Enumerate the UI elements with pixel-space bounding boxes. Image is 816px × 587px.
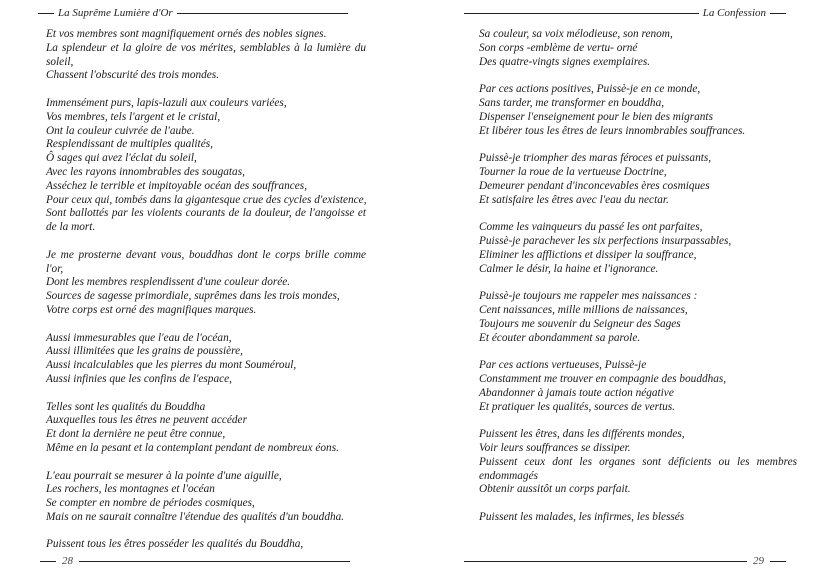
verse-line: Puissent tous les êtres posséder les qualités du Bouddha,	[46, 538, 304, 551]
header-rule-short	[770, 13, 786, 14]
verse-line: Sans tarder, me transformer en bouddha,	[479, 96, 665, 109]
right-running-head	[464, 6, 786, 20]
verse-line: Puissent les malades, les infirmes, les blessés	[479, 510, 685, 523]
verse-line: Les rochers, les montagnes et l'océan	[46, 483, 215, 496]
stanza	[46, 97, 366, 235]
verse-line: Auxquelles tous les êtres ne peuvent accéder	[46, 414, 247, 427]
verse-line: Dispenser l'enseignement pour le bien des migrants	[479, 110, 713, 123]
verse-line: Mais on ne saurait connaître l'étendue des qualités d'un bouddha.	[46, 510, 345, 523]
stanza	[479, 83, 797, 138]
verse-line: Puissè-je parachever les six perfections insurpassables,	[479, 234, 732, 247]
verse-line: Son corps -emblème de vertu- orné	[479, 41, 638, 54]
verse-line: Par ces actions positives, Puissè-je en ce monde,	[479, 83, 701, 96]
verse-line: Même en la pesant et la contemplant pendant de nombreux éons.	[46, 441, 339, 454]
verse-line: Aussi illimitées que les grains de poussière,	[46, 345, 243, 358]
header-rule-short	[38, 13, 54, 14]
right-page	[408, 0, 816, 587]
verse-line: Pour ceux qui, tombés dans la gigantesque crue des cycles d'existence,	[46, 193, 367, 206]
right-page-number: 29	[753, 555, 764, 567]
verse-line: Je me prosterne devant vous, bouddhas dont le corps brille comme l'or,	[46, 248, 366, 275]
left-running-head	[38, 6, 348, 20]
verse-line: Toujours me souvenir du Seigneur des Sages	[479, 317, 681, 330]
header-rule	[177, 13, 348, 14]
verse-line: Se compter en nombre de périodes cosmiques,	[46, 497, 255, 510]
left-body-text	[46, 28, 366, 566]
verse-line: Resplendissant de multiples qualités,	[46, 138, 213, 151]
verse-line: Puissè-je toujours me rappeler mes naissances :	[479, 290, 698, 303]
verse-line: Votre corps est orné des magnifiques marques.	[46, 303, 257, 316]
verse-line: Et dont la dernière ne peut être connue,	[46, 428, 226, 441]
verse-line: Aussi incalculables que les pierres du mont Souméroul,	[46, 359, 297, 372]
stanza	[46, 538, 366, 552]
stanza	[479, 221, 797, 276]
verse-line: Immensément purs, lapis-lazuli aux couleurs variées,	[46, 96, 287, 109]
stanza	[479, 511, 797, 525]
folio-rule-short	[40, 561, 56, 562]
verse-line: Sont ballottés par les violents courants de la douleur, de l'angoisse et de la mort.	[46, 207, 366, 234]
verse-line: Puissent les êtres, dans les différents mondes,	[479, 428, 685, 441]
verse-line: Des quatre-vingts signes exemplaires.	[479, 55, 651, 68]
stanza	[479, 290, 797, 345]
verse-line: Et écouter abondamment sa parole.	[479, 331, 641, 344]
verse-line: Chassent l'obscurité des trois mondes.	[46, 69, 220, 82]
verse-line: Sa couleur, sa voix mélodieuse, son renom,	[479, 28, 673, 40]
verse-line: Eliminer les afflictions et dissiper la souffrance,	[479, 248, 697, 261]
verse-line: Aussi infinies que les confins de l'espace,	[46, 372, 232, 385]
verse-line: Vos membres, tels l'argent et le cristal,	[46, 110, 221, 123]
verse-line: Demeurer pendant d'inconcevables ères cosmiques	[479, 179, 710, 192]
left-folio	[40, 554, 350, 568]
verse-line: Dont les membres resplendissent d'une couleur dorée.	[46, 276, 291, 289]
verse-line: Et libérer tous les êtres de leurs innombrables souffrances.	[479, 124, 746, 137]
verse-line: Aussi immesurables que l'eau de l'océan,	[46, 331, 232, 344]
verse-line: Ô sages qui avez l'éclat du soleil,	[46, 152, 197, 165]
stanza	[46, 28, 366, 83]
right-folio	[464, 554, 786, 568]
verse-line: Puissè-je triompher des maras féroces et puissants,	[479, 152, 712, 165]
verse-line: Tourner la roue de la vertueuse Doctrine,	[479, 165, 667, 178]
verse-line: L'eau pourrait se mesurer à la pointe d'une aiguille,	[46, 469, 282, 482]
right-body-text	[479, 28, 797, 538]
verse-line: Constamment me trouver en compagnie des bouddhas,	[479, 372, 727, 385]
verse-line: Obtenir aussitôt un corps parfait.	[479, 483, 631, 496]
folio-rule	[79, 561, 350, 562]
verse-line: Et pratiquer les qualités, sources de vertus.	[479, 400, 675, 413]
verse-line: Voir leurs souffrances se dissiper.	[479, 441, 631, 454]
verse-line: Ont la couleur cuivrée de l'aube.	[46, 124, 195, 137]
stanza	[46, 249, 366, 318]
verse-line: Sources de sagesse primordiale, suprêmes dans les trois mondes,	[46, 290, 340, 303]
verse-line: Avec les rayons innombrables des sougatas,	[46, 165, 245, 178]
verse-line: Cent naissances, mille millions de naissances,	[479, 303, 688, 316]
stanza	[46, 401, 366, 456]
verse-line: Par ces actions vertueuses, Puissè-je	[479, 359, 647, 372]
folio-rule-short	[770, 561, 786, 562]
stanza	[479, 428, 797, 497]
left-header-title: La Suprême Lumière d'Or	[58, 7, 173, 19]
verse-line: Et vos membres sont magnifiquement ornés des nobles signes.	[46, 28, 327, 40]
verse-line: Asséchez le terrible et impitoyable océan des souffrances,	[46, 179, 308, 192]
verse-line: Comme les vainqueurs du passé les ont parfaites,	[479, 221, 703, 234]
verse-line: La splendeur et la gloire de vos mérites, semblables à la lumière du soleil,	[46, 41, 366, 68]
stanza	[479, 28, 797, 69]
stanza	[479, 152, 797, 207]
stanza	[46, 332, 366, 387]
stanza	[46, 470, 366, 525]
right-header-title: La Confession	[702, 7, 766, 19]
verse-line: Telles sont les qualités du Bouddha	[46, 400, 206, 413]
verse-line: Et satisfaire les êtres avec l'eau du nectar.	[479, 193, 669, 206]
verse-line: Abandonner à jamais toute action négative	[479, 386, 674, 399]
header-rule	[464, 13, 699, 14]
verse-line: Calmer le désir, la haine et l'ignorance.	[479, 262, 659, 275]
verse-line: Puissent ceux dont les organes sont déficients ou les membres endommagés	[479, 455, 797, 482]
left-page-number: 28	[62, 555, 73, 567]
stanza	[479, 359, 797, 414]
folio-rule	[464, 561, 747, 562]
